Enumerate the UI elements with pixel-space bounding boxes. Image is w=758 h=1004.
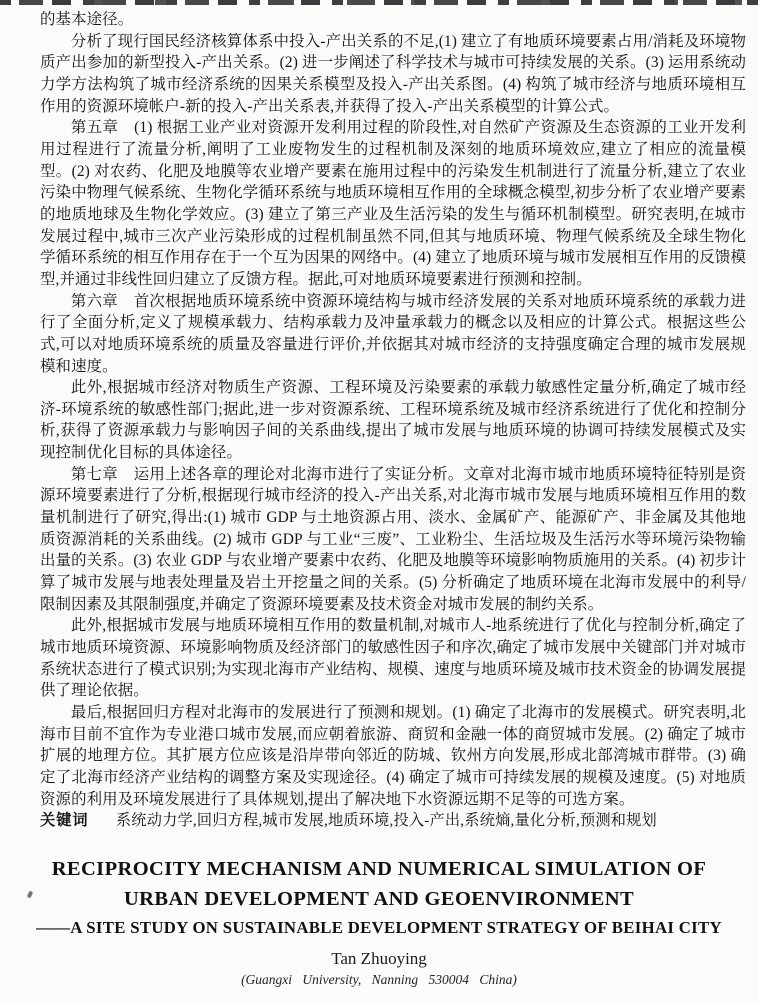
abstract-paragraph-chapter6: 第六章 首次根据地质环境系统中资源环境结构与城市经济发展的关系对地质环境系统的承载力进行了全面分析,定义了规模承载力、结构承载力及冲量承载力的概念以及相应的计算公式。根据这些公式,可以对地质环境系统的质量及容量进行评价,并依据其对城市经济的支持强度确定合理的城市发展规模和速度。 — [40, 292, 746, 375]
keywords-line — [40, 810, 746, 832]
author-name: Tan Zhuoying — [331, 949, 427, 968]
keywords-label: 关键词 — [40, 812, 89, 830]
abstract-paragraph: 分析了现行国民经济核算体系中投入-产出关系的不足,(1) 建立了有地质环境要素占用/消耗及环境物质产出参加的新型投入-产出关系。(2) 进一步阐述了科学技术与城市可持续发展的关系。(3) 运用系统动力学方法构筑了城市经济系统的因果关系模型及投入-产出关系图。(4) 构筑了城市经济与地质环境相互作用的资源环境帐户-新的投入-产出关系表,并获得了投入-产出关系模型的计算公式。 — [40, 32, 746, 115]
abstract-paragraph: 此外,根据城市发展与地质环境相互作用的数量机制,对城市人-地系统进行了优化与控制分析,确定了城市地质环境资源、环境影响物质及经济部门的敏感性因子和序次,确定了城市发展中关键部门并对城市系统状态进行了模式识别;为实现北海市产业结构、规模、速度与地质环境及城市技术资金的协调发展提供了理论依据。 — [40, 617, 746, 700]
abstract-paragraph-continuation: 的基本途径。 — [40, 11, 134, 28]
english-title — [0, 855, 758, 941]
author-affiliation: (Guangxi University, Nanning 530004 China) — [241, 972, 517, 987]
title-line-2: URBAN DEVELOPMENT AND GEOENVIRONMENT — [123, 887, 635, 910]
abstract-body — [40, 9, 746, 832]
cropped-text-edge-artifact — [0, 0, 758, 5]
abstract-paragraph-chapter5: 第五章 (1) 根据工业产业对资源开发利用过程的阶段性,对自然矿产资源及生态资源的工业开发利用过程进行了流量分析,阐明了工业废物发生的过程机制及深刻的地质环境效应,建立了相应的流量模型。(2) 对农药、化肥及地膜等农业增产要素在施用过程中的污染发生机制进行了流量分析,建立了农业污染中物理气候系统、生物化学循环系统与地质环境相互作用的全球概念模型,初步分析了农业增产要素的地质地球及生物化学效应。(3) 建立了第三产业及生活污染的发生与循环机制模型。研究表明,在城市发展过程中,城市三次产业污染形成的过程机制虽然不同,但其与地质环境、物理气候系统及全球生物化学循环系统的相互作用存在于一个互为因果的网络中。(4) 建立了地质环境与城市发展相互作用的反馈模型,并通过非线性回归建立了反馈方程。据此,可对地质环境要素进行预测和控制。 — [40, 119, 746, 288]
abstract-paragraph-chapter7: 第七章 运用上述各章的理论对北海市进行了实证分析。文章对北海市城市地质环境特征特别是资源环境要素进行了分析,根据现行城市经济的投入-产出关系,对北海市城市发展与地质环境相互作用的数量机制进行了研究,得出:(1) 城市 GDP 与土地资源占用、淡水、金属矿产、能源矿产、非金属及其他地质资源消耗的关系曲线。(2) 城市 GDP 与工业“三废”、工业粉尘、生活垃圾及生活污水等环境污染物输出量的关系。(3) 农业 GDP 与农业增产要素中农药、化肥及地膜等环境影响物质施用的关系。(4) 初步计算了城市发展与地表处理量及岩土开挖量之间的关系。(5) 分析确定了地质环境在北海市发展中的利导/限制因素及其限制强度,并确定了资源环境要素及技术资金对城市发展的制约关系。 — [40, 465, 746, 613]
author-block — [0, 947, 758, 990]
title-subtitle: ——A SITE STUDY ON SUSTAINABLE DEVELOPMENT STRATEGY OF BEIHAI CITY — [36, 918, 722, 937]
keywords-text: 系统动力学,回归方程,城市发展,地质环境,投入-产出,系统熵,量化分析,预测和规划 — [115, 812, 657, 830]
abstract-paragraph-conclusion: 最后,根据回归方程对北海市的发展进行了预测和规划。(1) 确定了北海市的发展模式。研究表明,北海市目前不宜作为专业港口城市发展,而应朝着旅游、商贸和金融一体的商贸城市发展。(2) 确定了城市扩展的地理方位。其扩展方位应该是沿岸带向邻近的防城、钦州方向发展,形成北部湾城市群带。(3) 确定了北海市经济产业结构的调整方案及实现途径。(4) 确定了城市可持续发展的规模及速度。(5) 对地质资源的利用及环境发展进行了具体规划,提出了解决地下水资源远期不足等的可选方案。 — [40, 704, 746, 808]
abstract-paragraph: 此外,根据城市经济对物质生产资源、工程环境及污染要素的承载力敏感性定量分析,确定了城市经济-环境系统的敏感性部门;据此,进一步对资源系统、工程环境系统及城市经济系统进行了优化和控制分析,获得了资源承载力与影响因子间的关系曲线,提出了城市发展与地质环境的协调可持续发展模式及实现控制优化目标的具体途径。 — [40, 379, 746, 462]
title-line-1: RECIPROCITY MECHANISM AND NUMERICAL SIMULATION OF — [51, 858, 707, 880]
